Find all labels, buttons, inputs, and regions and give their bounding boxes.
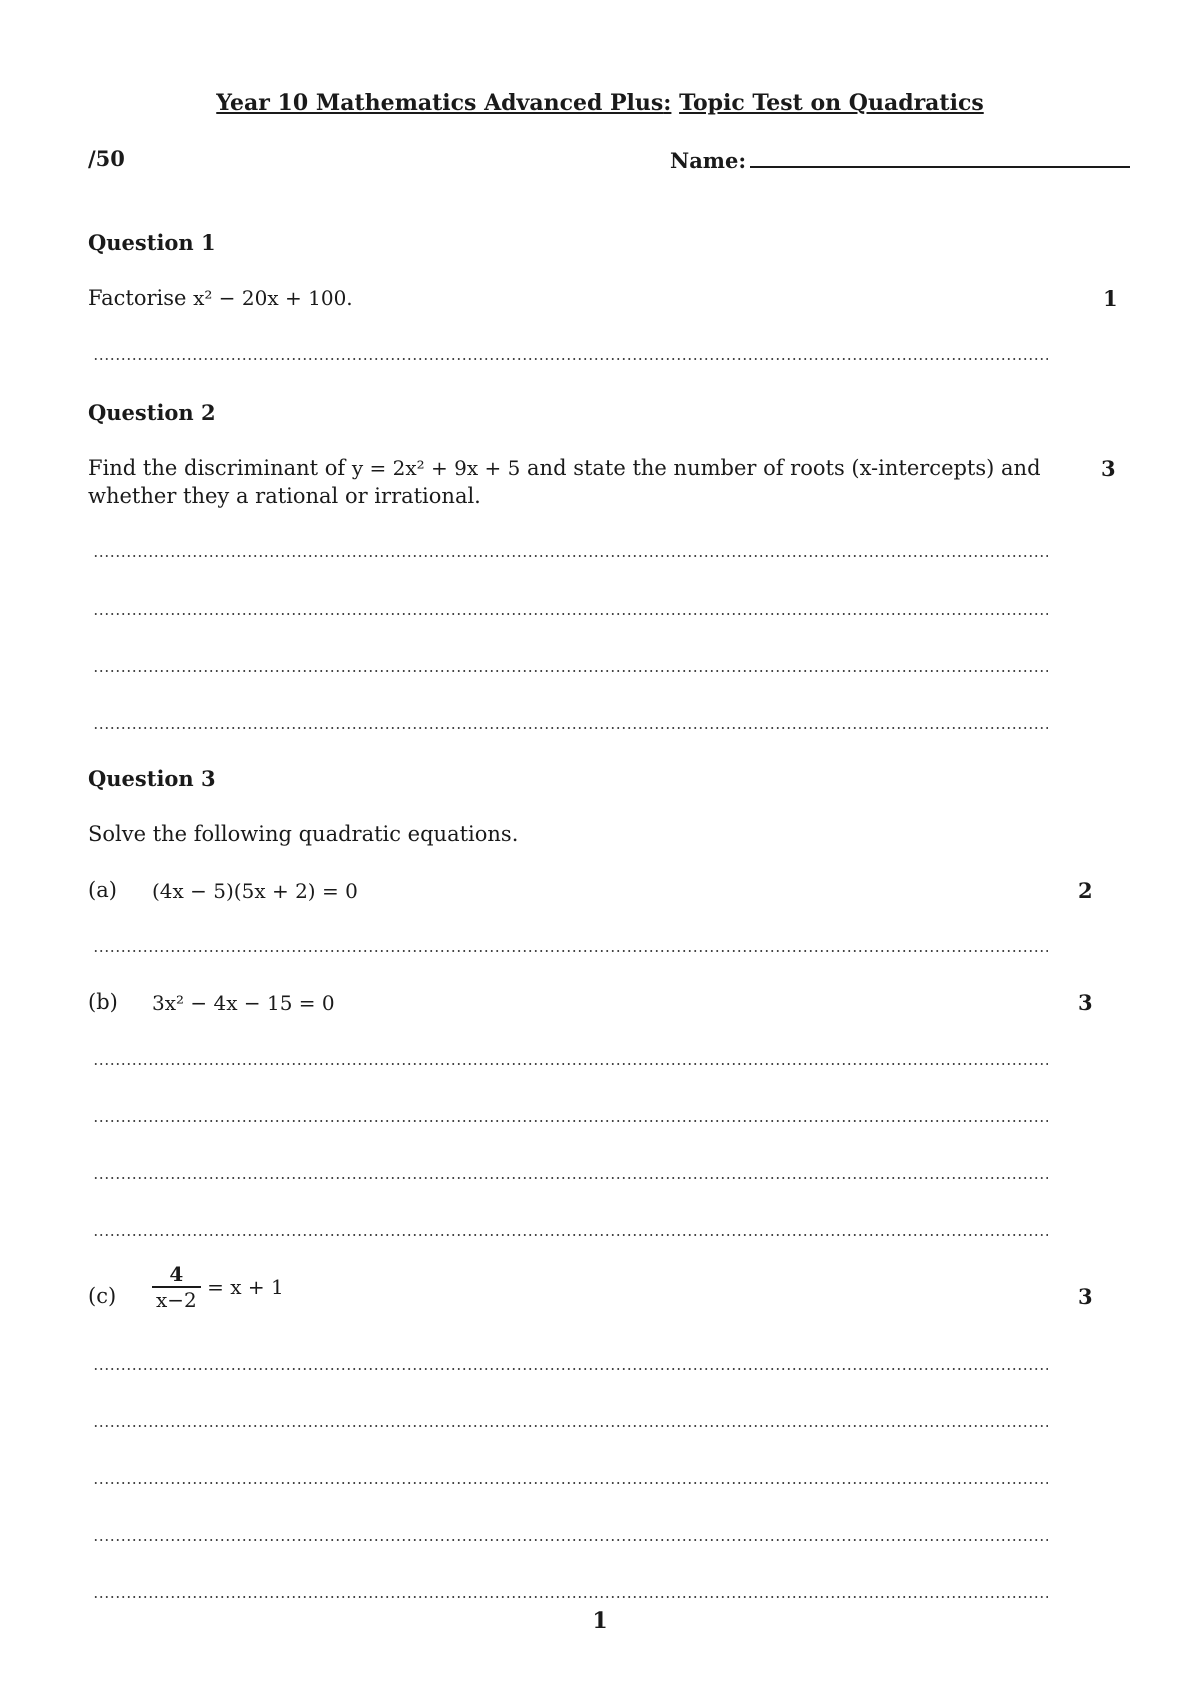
question-1-prompt: Factorise [88, 286, 187, 310]
question-2-expression: y = 2x² + 9x + 5 [351, 456, 521, 480]
answer-line[interactable] [93, 1425, 1048, 1427]
question-3a-expression: (4x − 5)(5x + 2) = 0 [152, 879, 358, 903]
page-number: 1 [592, 1608, 608, 1634]
question-3a-label: (a) [88, 878, 117, 902]
question-3c-label: (c) [88, 1284, 117, 1308]
answer-line[interactable] [93, 555, 1048, 557]
question-3a-marks: 2 [1078, 878, 1093, 903]
question-2-prompt: Find the discriminant of [88, 456, 346, 480]
question-3b-expression: 3x² − 4x − 15 = 0 [152, 991, 335, 1015]
answer-line[interactable] [93, 1539, 1048, 1541]
question-3b-label: (b) [88, 990, 118, 1014]
answer-line[interactable] [93, 1120, 1048, 1122]
question-1-marks: 1 [1103, 286, 1118, 311]
question-2-heading: Question 2 [88, 400, 216, 425]
question-1-text [88, 286, 353, 310]
name-blank-line[interactable] [750, 146, 1130, 168]
title-colon: : [663, 90, 672, 116]
answer-line[interactable] [93, 1596, 1048, 1598]
answer-line[interactable] [93, 613, 1048, 615]
question-1-heading: Question 1 [88, 230, 216, 255]
answer-line[interactable] [93, 1368, 1048, 1370]
answer-line[interactable] [93, 670, 1048, 672]
answer-line[interactable] [93, 1063, 1048, 1065]
title-part-1: Year 10 Mathematics Advanced Plus [216, 90, 664, 116]
answer-line[interactable] [93, 727, 1048, 729]
question-1-expression: x² − 20x + 100. [193, 286, 353, 310]
question-3-heading: Question 3 [88, 766, 216, 791]
total-score: /50 [88, 146, 125, 171]
answer-line[interactable] [93, 1234, 1048, 1236]
answer-line[interactable] [93, 950, 1048, 952]
fraction-denominator: x−2 [156, 1288, 197, 1312]
question-3c-marks: 3 [1078, 1284, 1093, 1309]
answer-line[interactable] [93, 358, 1048, 360]
answer-line[interactable] [93, 1482, 1048, 1484]
equation-rhs: = x + 1 [207, 1275, 284, 1299]
answer-line[interactable] [93, 1177, 1048, 1179]
title-part-2: Topic Test on Quadratics [679, 90, 984, 116]
question-3b-marks: 3 [1078, 990, 1093, 1015]
question-2-text-line-1 [88, 456, 1041, 480]
page-title [0, 90, 1200, 116]
fraction [152, 1262, 201, 1312]
question-3c-equation [152, 1262, 284, 1312]
question-2-prompt-cont: and state the number of roots (x-intercepts) and [527, 456, 1041, 480]
question-2-marks: 3 [1101, 456, 1116, 481]
question-3-intro: Solve the following quadratic equations. [88, 822, 519, 846]
question-2-text-line-2: whether they a rational or irrational. [88, 484, 481, 508]
name-field[interactable] [670, 146, 1130, 173]
fraction-numerator: 4 [152, 1262, 201, 1288]
name-label: Name: [670, 148, 747, 173]
